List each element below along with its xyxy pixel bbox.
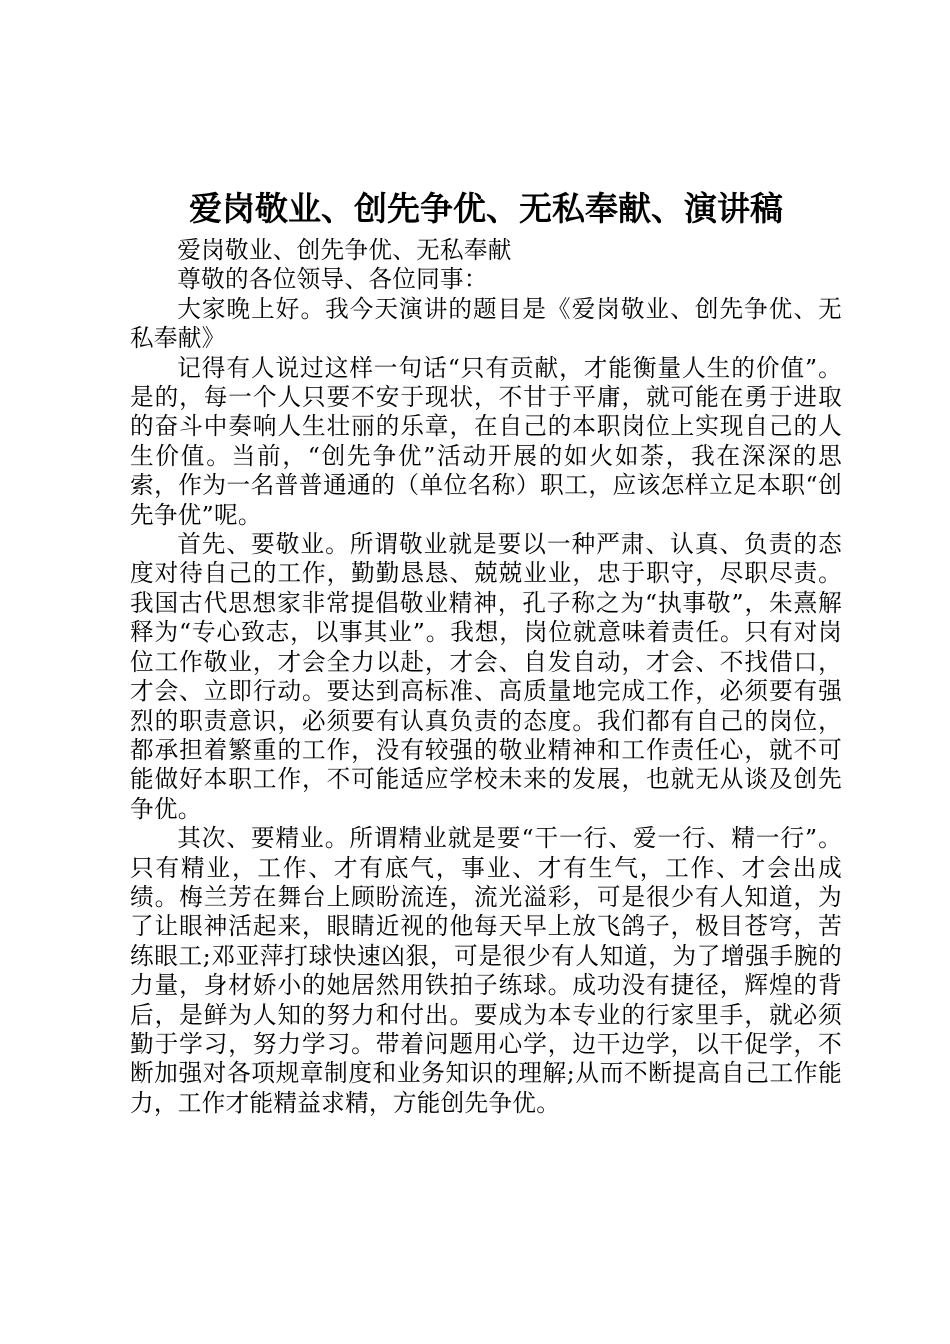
body-paragraph: 首先、要敬业。所谓敬业就是要以一种严肃、认真、负责的态度对待自己的工作，勤勤恳恳、兢兢业业，忠于职守，尽职尽责。我国古代思想家非常提倡敬业精神，孔子称之为“执事敬”，朱熹解释为“专心致志，以事其业”。我想，岗位就意味着责任。只有对岗位工作敬业，才会全力以赴，才会、自发自动，才会、不找借口，才会、立即行动。要达到高标准、高质量地完成工作，必须要有强烈的职责意识，必须要有认真负责的态度。我们都有自己的岗位，都承担着繁重的工作，没有较强的敬业精神和工作责任心，就不可能做好本职工作，不可能适应学校未来的发展，也就无从谈及创先争优。 <box>130 530 842 823</box>
document-title: 爱岗敬业、创先争优、无私奉献、演讲稿 <box>189 189 783 228</box>
body-paragraph: 其次、要精业。所谓精业就是要“干一行、爱一行、精一行”。只有精业，工作、才有底气，事业、才有生气，工作、才会出成绩。梅兰芳在舞台上顾盼流连，流光溢彩，可是很少有人知道，为了让眼神活起来，眼睛近视的他每天早上放飞鸽子，极目苍穹，苦练眼工;邓亚萍打球快速凶狠，可是很少有人知道，为了增强手腕的力量，身材娇小的她居然用铁拍子练球。成功没有捷径，辉煌的背后，是鲜为人知的努力和付出。要成为本专业的行家里手，就必须勤于学习，努力学习。带着问题用心学，边干边学，以干促学，不断加强对各项规章制度和业务知识的理解;从而不断提高自己工作能力，工作才能精益求精，方能创先争优。 <box>130 824 842 1117</box>
body-paragraph: 记得有人说过这样一句话“只有贡献，才能衡量人生的价值”。是的，每一个人只要不安于现状，不甘于平庸，就可能在勇于进取的奋斗中奏响人生壮丽的乐章，在自己的本职岗位上实现自己的人生价值。当前，“创先争优”活动开展的如火如荼，我在深深的思索，作为一名普普通通的（单位名称）职工，应该怎样立足本职“创先争优”呢。 <box>130 353 842 529</box>
document-page <box>130 184 842 1118</box>
subtitle-paragraph: 爱岗敬业、创先争优、无私奉献 <box>177 236 512 264</box>
salutation-paragraph: 尊敬的各位领导、各位同事： <box>177 265 488 294</box>
intro-paragraph: 大家晚上好。我今天演讲的题目是《爱岗敬业、创先争优、无私奉献》 <box>130 294 842 353</box>
document-body <box>130 236 842 1118</box>
